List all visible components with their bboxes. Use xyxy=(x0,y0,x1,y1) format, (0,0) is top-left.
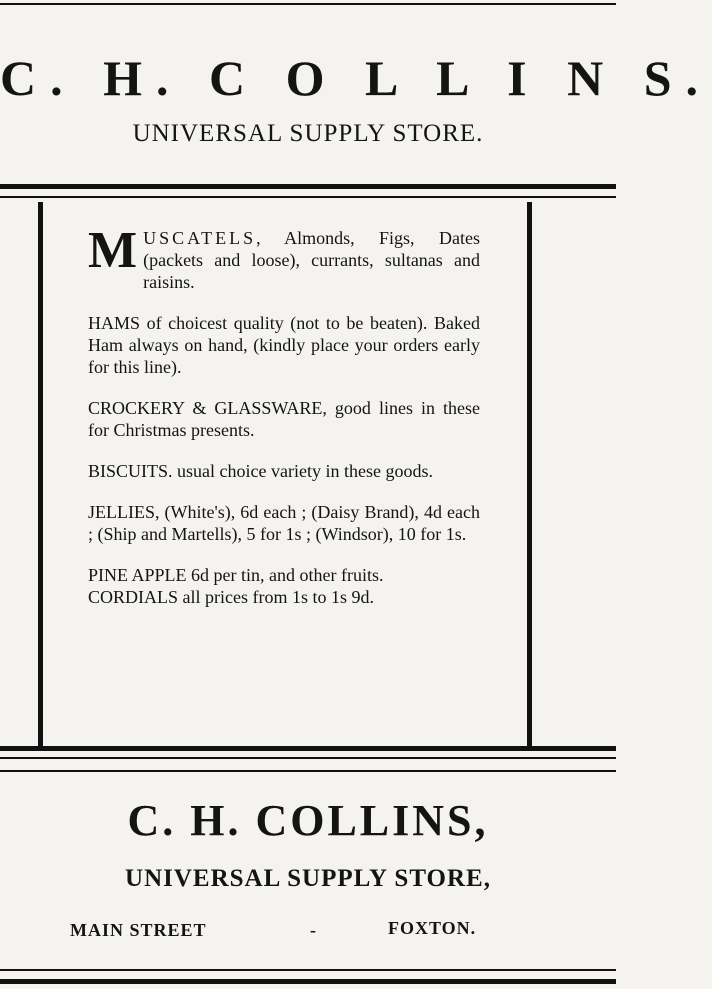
jellies-paragraph: JELLIES, (White's), 6d each ; (Daisy Brand), 4d each ; (Ship and Martells), 5 for 1s ; (Windsor), 10 for 1s. xyxy=(88,502,480,544)
muscatels-paragraph xyxy=(88,222,480,293)
header-title: C. H. C O L L I N S. xyxy=(0,50,712,106)
footer-subtitle: UNIVERSAL SUPPLY STORE, xyxy=(125,865,491,892)
address-separator: - xyxy=(310,920,316,940)
upper-divider-rule-thin xyxy=(0,196,616,198)
top-border-rule xyxy=(0,3,616,5)
header-subtitle: UNIVERSAL SUPPLY STORE. xyxy=(132,120,484,147)
address-street: MAIN STREET xyxy=(70,920,207,940)
drop-cap: M xyxy=(88,222,138,279)
lower-divider-rule-thin xyxy=(0,757,616,759)
lower-divider-rule-2 xyxy=(0,770,616,772)
pineapple-paragraph: PINE APPLE 6d per tin, and other fruits. xyxy=(88,565,384,585)
bottom-border-rule-thick xyxy=(0,979,616,984)
crockery-paragraph: CROCKERY & GLASSWARE, good lines in these for Christmas presents. xyxy=(88,398,480,440)
bottom-border-rule xyxy=(0,969,616,971)
advertisement-content xyxy=(88,222,480,608)
cordials-paragraph: CORDIALS all prices from 1s to 1s 9d. xyxy=(88,587,374,607)
upper-divider-rule xyxy=(0,184,616,189)
hams-paragraph: HAMS of choicest quality (not to be beaten). Baked Ham always on hand, (kindly place your orders early for this line). xyxy=(88,313,480,377)
address-town: FOXTON. xyxy=(388,918,477,938)
muscatels-text: , Almonds, Figs, Dates (packets and loose), currants, sultanas and raisins. xyxy=(143,228,480,292)
footer-title: C. H. COLLINS, xyxy=(127,796,489,845)
muscatels-lead: USCATELS xyxy=(143,228,257,248)
biscuits-paragraph: BISCUITS. usual choice variety in these goods. xyxy=(88,461,433,481)
lower-divider-rule xyxy=(0,746,616,751)
